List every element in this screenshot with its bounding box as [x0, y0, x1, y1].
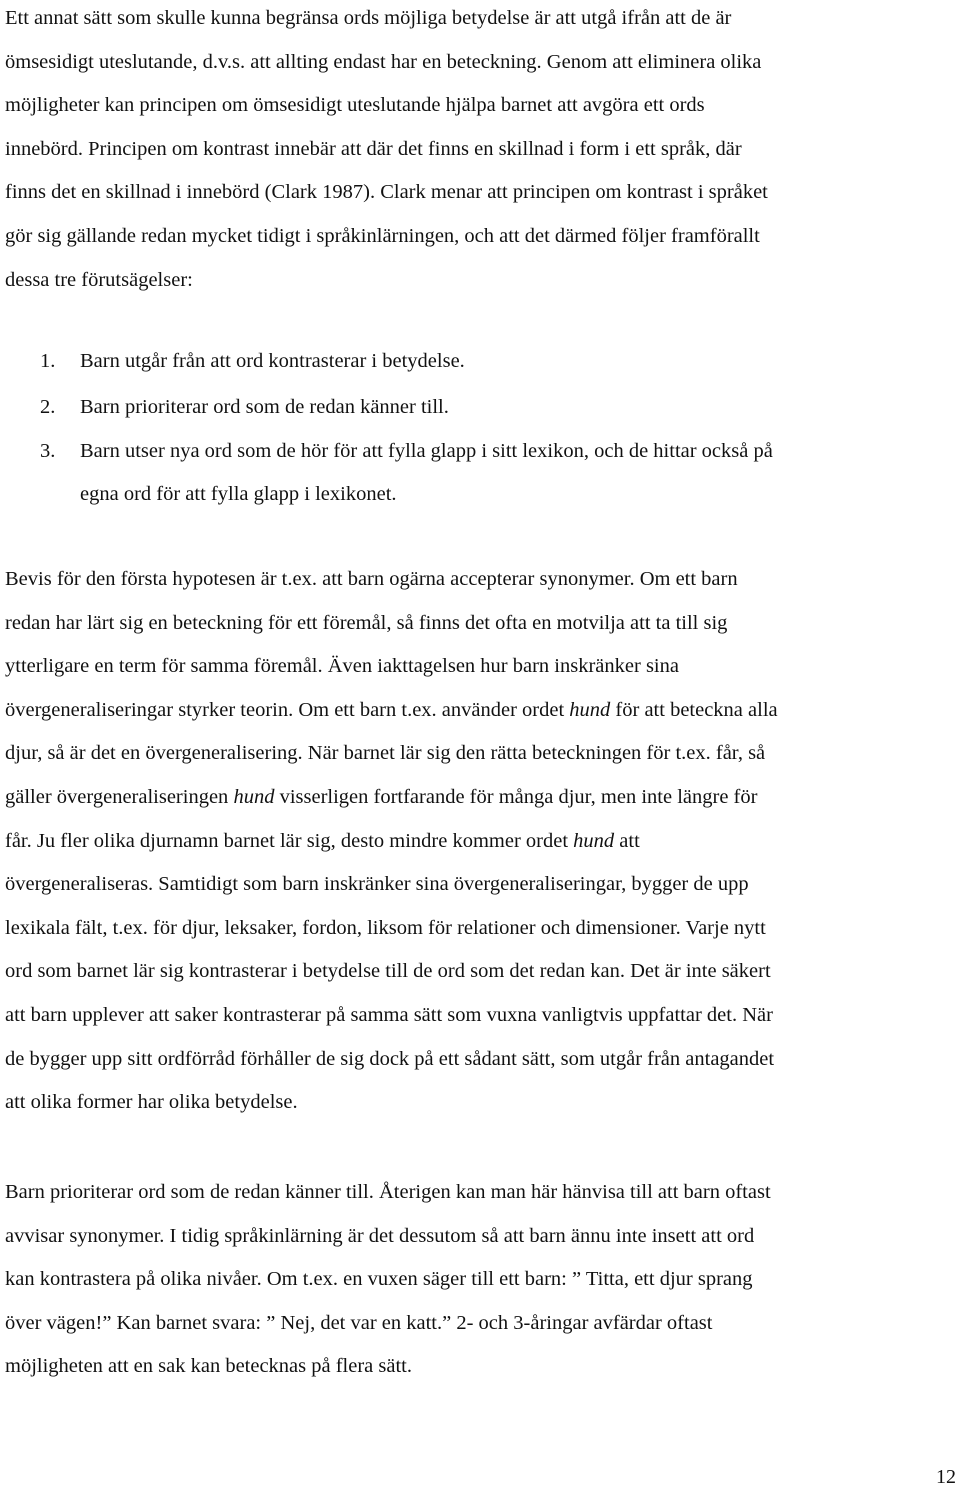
text-segment: Bevis för den första hypotesen är t.ex. att barn ogärna accepterar synonymer. Om ett barn [5, 568, 738, 590]
text-line [5, 1081, 945, 1125]
text-line: egna ord för att fylla glapp i lexikonet. [80, 483, 397, 505]
text-segment: att olika former har olika betydelse. [5, 1091, 298, 1114]
italic-term: hund [569, 698, 611, 721]
text-line [5, 907, 945, 951]
paragraph-1 [5, 0, 945, 302]
text-line: Ett annat sätt som skulle kunna begränsa ords möjliga betydelse är att utgå ifrån att de är [5, 7, 732, 29]
list-item-text [80, 396, 449, 439]
text-line: möjligheten att en sak kan betecknas på flera sätt. [5, 1355, 412, 1378]
text-segment: de bygger upp sitt ordförråd förhåller de sig dock på ett sådant sätt, som utgår från antagandet [5, 1047, 775, 1070]
paragraph-3 [5, 1171, 945, 1389]
text-line: Barn prioriterar ord som de redan känner till. Återigen kan man här hänvisa till att barn oftast [5, 1181, 771, 1203]
list-item-text [80, 440, 773, 526]
text-line: möjligheter kan principen om ömsesidigt uteslutande hjälpa barnet att avgöra ett ords [5, 94, 705, 117]
list-number: 2. [40, 396, 56, 418]
text-segment: redan har lärt sig en beteckning för ett föremål, så finns det ofta en motvilja att ta till sig [5, 611, 728, 634]
list-item-text [80, 350, 465, 393]
page-number: 12 [936, 1466, 956, 1488]
text-line: finns det en skillnad i innebörd (Clark 1987). Clark menar att principen om kontrast i språket [5, 181, 768, 204]
text-line [5, 558, 945, 602]
text-segment: för att beteckna alla [610, 698, 778, 721]
italic-term: hund [233, 785, 275, 808]
text-line [5, 776, 945, 820]
text-line: ömsesidigt uteslutande, d.v.s. att allting endast har en beteckning. Genom att eliminera olika [5, 50, 762, 73]
italic-term: hund [573, 829, 615, 852]
text-line [5, 732, 945, 776]
list-number: 1. [40, 350, 56, 372]
text-line: gör sig gällande redan mycket tidigt i språkinlärningen, och att det därmed följer framförallt [5, 224, 760, 247]
text-segment: visserligen fortfarande för många djur, men inte längre för [274, 785, 758, 808]
text-line: avvisar synonymer. I tidig språkinlärning är det dessutom så att barn ännu inte insett att ord [5, 1224, 755, 1247]
text-segment: ord som barnet lär sig kontrasterar i betydelse till de ord som det redan kan. Det är inte säkert [5, 960, 771, 983]
text-line: innebörd. Principen om kontrast innebär att där det finns en skillnad i form i ett språk, där [5, 137, 742, 160]
text-segment: att [614, 829, 640, 852]
text-line [5, 1038, 945, 1082]
text-segment: övergeneraliseras. Samtidigt som barn inskränker sina övergeneraliseringar, bygger de upp [5, 873, 749, 896]
list-number: 3. [40, 440, 56, 462]
text-segment: övergeneraliseringar styrker teorin. Om ett barn t.ex. använder ordet [5, 698, 570, 721]
text-line [5, 689, 945, 733]
text-line [5, 820, 945, 864]
text-segment: att barn upplever att saker kontrasterar på samma sätt som vuxna vanligtvis uppfattar det. När [5, 1003, 773, 1026]
text-segment: får. Ju fler olika djurnamn barnet lär sig, desto mindre kommer ordet [5, 829, 574, 852]
text-line [5, 602, 945, 646]
text-segment: gäller övergeneraliseringen [5, 785, 234, 808]
text-line: Barn prioriterar ord som de redan känner till. [80, 396, 449, 418]
text-line [5, 863, 945, 907]
text-line [5, 645, 945, 689]
text-segment: ytterligare en term för samma föremål. Även iakttagelsen hur barn inskränker sina [5, 655, 679, 678]
text-line: kan kontrastera på olika nivåer. Om t.ex. en vuxen säger till ett barn: ” Titta, ett djur sprang [5, 1268, 753, 1291]
text-segment: djur, så är det en övergeneralisering. När barnet lär sig den rätta beteckningen för t.ex. får, så [5, 742, 766, 765]
text-line: Barn utgår från att ord kontrasterar i betydelse. [80, 350, 465, 372]
text-line: dessa tre förutsägelser: [5, 268, 193, 291]
text-line [5, 994, 945, 1038]
text-line: över vägen!” Kan barnet svara: ” Nej, det var en katt.” 2- och 3-åringar avfärdar oftast [5, 1311, 713, 1334]
text-line [5, 950, 945, 994]
paragraph-2 [5, 558, 945, 1125]
text-segment: lexikala fält, t.ex. för djur, leksaker, fordon, liksom för relationer och dimensioner. Varje nytt [5, 916, 766, 939]
text-line: Barn utser nya ord som de hör för att fylla glapp i sitt lexikon, och de hittar också på [80, 440, 773, 462]
